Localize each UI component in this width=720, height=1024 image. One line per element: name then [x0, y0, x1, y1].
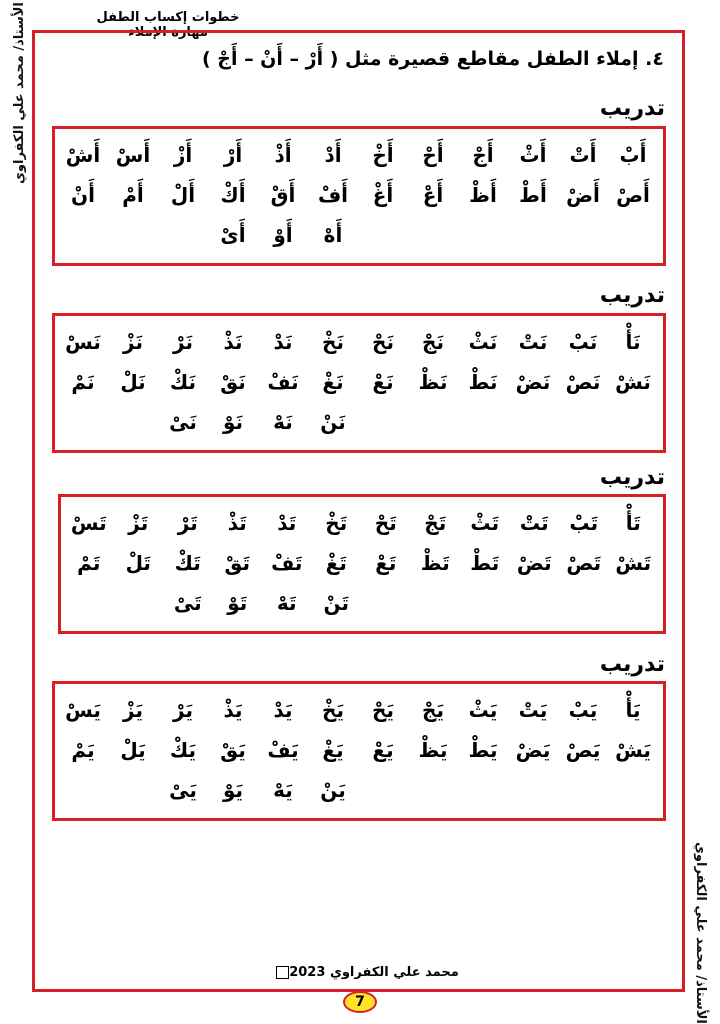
syllable-cell: أَوْ [273, 223, 293, 247]
syllable-cell: نَضْ [515, 370, 551, 394]
syllable-cell: تَنْ [323, 591, 349, 615]
syllable-cell: يَهْ [273, 778, 293, 802]
syllable-cell: نَسْ [65, 330, 101, 354]
checkbox-icon [276, 966, 289, 979]
syllable-cell: أَفْ [317, 183, 349, 207]
syllable-cell: أَبْ [619, 143, 647, 167]
syllable-cell: نَدْ [273, 330, 293, 354]
syllable-cell: يَظْ [418, 738, 448, 762]
syllable-row [58, 322, 658, 362]
syllable-cell: أَسْ [115, 143, 151, 167]
syllable-cell: أَجْ [472, 143, 494, 167]
syllable-cell: نَزْ [123, 330, 143, 354]
syllable-cell: تَظْ [420, 551, 450, 575]
syllable-cell: أَذْ [274, 143, 292, 167]
syllable-cell: تَرْ [177, 511, 198, 535]
syllable-cell: أَهْ [323, 223, 343, 247]
page-header: خطوات إكساب الطفل [96, 10, 240, 25]
syllable-cell: تَطْ [470, 551, 500, 575]
syllable-cell: تَذْ [227, 511, 247, 535]
syllable-row [58, 402, 658, 442]
section-label: تدريب [599, 283, 665, 308]
syllable-cell: يَنْ [320, 778, 346, 802]
syllable-cell: تَعْ [375, 551, 397, 575]
side-credit-left: الأستاذ/ محمد علي الكفراوي [12, 2, 27, 184]
syllable-cell: تَتْ [519, 511, 549, 535]
syllable-row [64, 503, 658, 543]
syllable-cell: يَىْ [169, 778, 197, 802]
syllable-cell: أَكْ [220, 183, 246, 207]
footer-year: 2023 [289, 965, 326, 980]
syllable-cell: يَثْ [468, 698, 498, 722]
syllable-cell: تَوْ [227, 591, 248, 615]
syllable-cell: أَىْ [220, 223, 246, 247]
syllable-cell: أَشْ [65, 143, 101, 167]
syllable-cell: يَدْ [273, 698, 293, 722]
syllable-cell: يَطْ [468, 738, 498, 762]
footer-author: محمد علي الكفراوي [329, 965, 459, 980]
syllable-cell: تَصْ [566, 551, 602, 575]
syllable-grid [64, 503, 658, 623]
section-label: تدريب [599, 465, 665, 490]
syllable-cell: أَضْ [566, 183, 600, 207]
syllable-cell: نَحْ [372, 330, 394, 354]
syllable-cell: تَثْ [470, 511, 500, 535]
syllable-cell: يَضْ [515, 738, 551, 762]
syllable-cell: نَىْ [169, 410, 197, 434]
syllable-cell: تَىْ [173, 591, 202, 615]
footer [256, 965, 476, 980]
syllable-cell: تَفْ [271, 551, 303, 575]
lesson-title: ٤. إملاء الطفل مقاطع قصيرة مثل ( أَرْ – أَنْ – أَجْ ) [201, 48, 664, 70]
syllable-cell: تَخْ [325, 511, 348, 535]
syllable-cell: يَلْ [120, 738, 146, 762]
syllable-cell: أَطْ [519, 183, 547, 207]
syllable-cell: أَلْ [170, 183, 196, 207]
syllable-cell: نَبْ [568, 330, 598, 354]
syllable-cell: نَفْ [267, 370, 299, 394]
syllable-row [58, 175, 658, 215]
syllable-cell: أَنْ [71, 183, 95, 207]
syllable-cell: أَمْ [122, 183, 144, 207]
syllable-cell: يَتْ [518, 698, 548, 722]
syllable-cell: نَنْ [320, 410, 346, 434]
syllable-cell: يَكْ [169, 738, 197, 762]
syllable-cell: تَضْ [516, 551, 552, 575]
syllable-cell: يَقْ [220, 738, 246, 762]
syllable-cell: نَشْ [615, 370, 651, 394]
syllable-cell: أَصْ [616, 183, 650, 207]
section-label: تدريب [599, 652, 665, 677]
syllable-cell: تَقْ [224, 551, 251, 575]
syllable-row [64, 543, 658, 583]
syllable-cell: تَمْ [77, 551, 101, 575]
syllable-cell: يَفْ [267, 738, 299, 762]
syllable-grid [58, 690, 658, 810]
syllable-cell: أَغْ [372, 183, 394, 207]
syllable-cell: تَأْ [625, 511, 641, 535]
syllable-cell: يَذْ [223, 698, 243, 722]
syllable-cell: يَمْ [71, 738, 95, 762]
syllable-cell: يَزْ [123, 698, 143, 722]
syllable-cell: تَزْ [128, 511, 149, 535]
syllable-cell: يَسْ [65, 698, 101, 722]
syllable-cell: أَتْ [569, 143, 597, 167]
syllable-cell: أَظْ [469, 183, 497, 207]
syllable-cell: يَشْ [615, 738, 651, 762]
syllable-cell: أَخْ [372, 143, 394, 167]
syllable-cell: تَدْ [277, 511, 297, 535]
syllable-cell: تَهْ [276, 591, 297, 615]
syllable-cell: نَلْ [120, 370, 146, 394]
syllable-cell: نَتْ [518, 330, 548, 354]
syllable-cell: يَعْ [372, 738, 394, 762]
syllable-row [58, 770, 658, 810]
side-credit-right: الأستاذ/ محمد علي الكفراوي [693, 842, 708, 1024]
syllable-cell: يَوْ [222, 778, 244, 802]
syllable-cell: يَجْ [422, 698, 444, 722]
syllable-row [58, 690, 658, 730]
syllable-cell: نَطْ [468, 370, 498, 394]
syllable-cell: أَعْ [422, 183, 444, 207]
syllable-cell: يَرْ [173, 698, 193, 722]
syllable-cell: تَسْ [70, 511, 107, 535]
syllable-cell: نَهْ [273, 410, 293, 434]
syllable-cell: نَذْ [223, 330, 243, 354]
page-number-badge: 7 [343, 991, 377, 1013]
header-divider [78, 30, 618, 33]
syllable-row [58, 215, 658, 255]
syllable-cell: نَثْ [468, 330, 498, 354]
syllable-cell: يَحْ [372, 698, 394, 722]
syllable-cell: تَبْ [569, 511, 599, 535]
syllable-cell: نَخْ [322, 330, 344, 354]
syllable-cell: نَصْ [565, 370, 601, 394]
syllable-cell: تَشْ [615, 551, 652, 575]
syllable-cell: تَغْ [325, 551, 347, 575]
syllable-row [58, 362, 658, 402]
syllable-cell: نَجْ [422, 330, 444, 354]
syllable-cell: تَجْ [424, 511, 447, 535]
syllable-cell: تَلْ [125, 551, 151, 575]
syllable-cell: يَأْ [625, 698, 641, 722]
syllable-cell: يَغْ [322, 738, 344, 762]
syllable-cell: نَوْ [222, 410, 244, 434]
syllable-cell: أَزْ [173, 143, 193, 167]
syllable-row [58, 135, 658, 175]
section-label: تدريب [599, 96, 665, 121]
syllable-cell: أَدْ [324, 143, 342, 167]
syllable-cell: نَأْ [625, 330, 641, 354]
syllable-cell: أَثْ [519, 143, 547, 167]
syllable-cell: أَقْ [270, 183, 296, 207]
syllable-row [64, 583, 658, 623]
syllable-cell: أَرْ [223, 143, 243, 167]
syllable-grid [58, 135, 658, 255]
syllable-cell: نَعْ [372, 370, 394, 394]
syllable-grid [58, 322, 658, 442]
syllable-cell: نَغْ [322, 370, 344, 394]
syllable-cell: تَحْ [374, 511, 397, 535]
syllable-cell: يَصْ [565, 738, 601, 762]
syllable-cell: يَبْ [568, 698, 598, 722]
syllable-cell: نَرْ [173, 330, 193, 354]
syllable-cell: نَظْ [418, 370, 448, 394]
syllable-cell: نَقْ [220, 370, 246, 394]
syllable-cell: يَخْ [322, 698, 344, 722]
syllable-cell: أَحْ [422, 143, 444, 167]
syllable-row [58, 730, 658, 770]
syllable-cell: نَمْ [71, 370, 95, 394]
syllable-cell: نَكْ [169, 370, 197, 394]
syllable-cell: تَكْ [174, 551, 201, 575]
